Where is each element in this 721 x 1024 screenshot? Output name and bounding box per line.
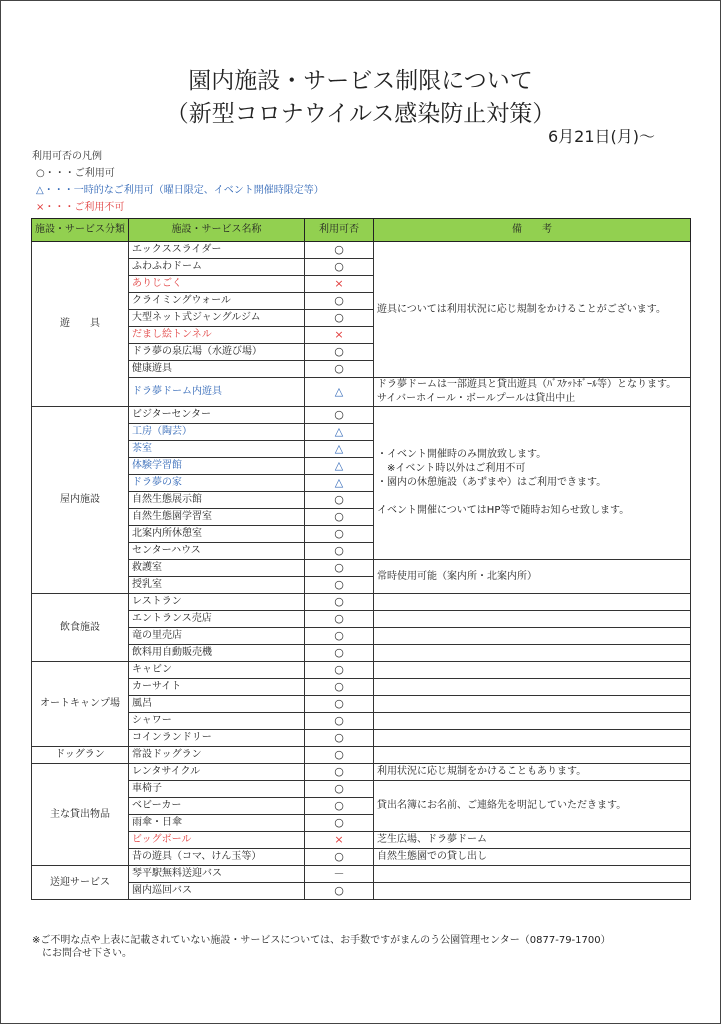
availability-cell: ○ [305,781,374,798]
availability-cell: ○ [305,679,374,696]
legend-ok: ○・・・ご利用可 [36,168,115,179]
facility-name-cell: ふわふわドーム [129,259,305,276]
table-row [32,764,691,781]
availability-cell: ○ [305,492,374,509]
facility-name-cell: 北案内所休憩室 [129,526,305,543]
facility-name-cell: エックススライダー [129,242,305,259]
table-row [32,883,691,900]
category-cell: 遊 具 [32,242,129,407]
facility-name-cell: 救護室 [129,560,305,577]
availability-cell: ○ [305,543,374,560]
availability-cell: ○ [305,310,374,327]
facility-name-cell: ドラ夢ドーム内遊具 [129,378,305,407]
availability-cell: × [305,832,374,849]
availability-cell: ○ [305,526,374,543]
facility-name-cell: シャワー [129,713,305,730]
facility-name-cell: 茶室 [129,441,305,458]
facility-name-cell: 昔の遊具（コマ、けん玉等） [129,849,305,866]
facility-name-cell: クライミングウォール [129,293,305,310]
availability-cell: ○ [305,815,374,832]
table-row [32,628,691,645]
facility-name-cell: 風呂 [129,696,305,713]
facility-name-cell: レンタサイクル [129,764,305,781]
table-row [32,832,691,849]
note-cell: 利用状況に応じ規制をかけることもあります。 [374,764,691,781]
table-row [32,781,691,798]
facility-name-cell: ドラ夢の家 [129,475,305,492]
availability-cell: ○ [305,560,374,577]
availability-cell: ○ [305,849,374,866]
table-row [32,611,691,628]
table-row [32,594,691,611]
facility-name-cell: エントランス売店 [129,611,305,628]
availability-cell: ○ [305,344,374,361]
table-row [32,242,691,259]
availability-cell: ○ [305,883,374,900]
note-cell-empty [374,866,691,883]
facility-name-cell: ビジターセンター [129,407,305,424]
note-cell-empty [374,713,691,730]
availability-cell: ○ [305,259,374,276]
table-row [32,849,691,866]
availability-cell: ○ [305,628,374,645]
facility-name-cell: 体験学習館 [129,458,305,475]
facility-name-cell: ドラ夢の泉広場（水遊び場） [129,344,305,361]
note-cell: 遊具については利用状況に応じ規制をかけることがございます。 [374,242,691,378]
facility-name-cell: 工房（陶芸） [129,424,305,441]
header-category: 施設・サービス分類 [32,219,129,242]
category-cell: 主な貸出物品 [32,764,129,866]
note-cell-empty [374,662,691,679]
availability-cell: ○ [305,696,374,713]
availability-cell: ○ [305,662,374,679]
availability-cell: △ [305,475,374,492]
availability-cell: － [305,866,374,883]
facility-name-cell: 車椅子 [129,781,305,798]
availability-cell: ○ [305,509,374,526]
facility-name-cell: ベビーカー [129,798,305,815]
note-cell: ドラ夢ドームは一部遊具と貸出遊具（ﾊﾞｽｹｯﾄﾎﾞｰﾙ等）となります。 サイバーホイール・ボールプールは貸出中止 [374,378,691,407]
availability-cell: ○ [305,594,374,611]
note-cell: 貸出名簿にお名前、ご連絡先を明記していただきます。 [374,781,691,832]
facility-name-cell: だまし絵トンネル [129,327,305,344]
availability-cell: ○ [305,577,374,594]
page-title: 園内施設・サービス制限について [188,68,533,94]
footnote: ※ご不明な点や上表に記載されていない施設・サービスについては、お手数ですがまんのう公園管理センター（0877-79-1700） にお問合せ下さい。 [32,935,611,959]
table-row [32,560,691,577]
note-cell-empty [374,611,691,628]
legend-heading: 利用可否の凡例 [32,151,102,162]
table-row [32,378,691,407]
availability-cell: ○ [305,407,374,424]
facility-name-cell: 飲料用自動販売機 [129,645,305,662]
header-availability: 利用可否 [305,219,374,242]
availability-cell: △ [305,458,374,475]
availability-cell: ○ [305,242,374,259]
note-cell: ・イベント開催時のみ開放致します。 ※イベント時以外はご利用不可 ・園内の休憩施設（あずまや）はご利用できます。 イベント開催についてはHP等で随時お知らせ致します。 [374,407,691,560]
note-cell: 芝生広場、ドラ夢ドーム [374,832,691,849]
note-cell: 自然生態園での貸し出し [374,849,691,866]
note-cell-empty [374,747,691,764]
table-row [32,747,691,764]
legend-partial: △・・・一時的なご利用可（曜日限定、イベント開催時限定等） [36,185,324,196]
facility-name-cell: ビッグボール [129,832,305,849]
note-cell-empty [374,730,691,747]
header-notes: 備 考 [374,219,691,242]
category-cell: ドッグラン [32,747,129,764]
facility-name-cell: 竜の里売店 [129,628,305,645]
note-cell-empty [374,594,691,611]
facility-name-cell: 常設ドッグラン [129,747,305,764]
availability-cell: ○ [305,361,374,378]
facility-name-cell: 大型ネット式ジャングルジム [129,310,305,327]
table-row [32,662,691,679]
availability-cell: △ [305,441,374,458]
facility-name-cell: 自然生態展示館 [129,492,305,509]
availability-cell: ○ [305,798,374,815]
note-cell-empty [374,696,691,713]
category-cell: 送迎サービス [32,866,129,900]
availability-cell: ○ [305,747,374,764]
availability-cell: ○ [305,611,374,628]
category-cell: 屋内施設 [32,407,129,594]
facility-name-cell: カーサイト [129,679,305,696]
availability-cell: ○ [305,645,374,662]
facility-name-cell: 健康遊具 [129,361,305,378]
legend-ng: ×・・・ご利用不可 [36,202,125,213]
table-row [32,407,691,424]
availability-cell: ○ [305,293,374,310]
table-row [32,645,691,662]
note-cell: 常時使用可能（案内所・北案内所） [374,560,691,594]
availability-cell: ○ [305,713,374,730]
facility-name-cell: 自然生態園学習室 [129,509,305,526]
facility-table [31,218,691,900]
effective-date: 6月21日(月)～ [548,127,656,146]
category-cell: オートキャンプ場 [32,662,129,747]
facility-name-cell: センターハウス [129,543,305,560]
table-row [32,696,691,713]
note-cell-empty [374,628,691,645]
facility-name-cell: 琴平駅無料送迎バス [129,866,305,883]
facility-name-cell: 雨傘・日傘 [129,815,305,832]
facility-name-cell: コインランドリー [129,730,305,747]
availability-cell: ○ [305,730,374,747]
table-row [32,679,691,696]
note-cell-empty [374,645,691,662]
note-cell-empty [374,883,691,900]
table-header-row [32,219,691,242]
availability-cell: × [305,276,374,293]
facility-name-cell: レストラン [129,594,305,611]
availability-cell: ○ [305,764,374,781]
availability-cell: △ [305,378,374,407]
legend [32,148,324,216]
facility-name-cell: 授乳室 [129,577,305,594]
availability-cell: × [305,327,374,344]
table-row [32,713,691,730]
facility-name-cell: 園内巡回バス [129,883,305,900]
availability-cell: △ [305,424,374,441]
page-subtitle: （新型コロナウイルス感染防止対策） [165,101,556,127]
facility-name-cell: キャビン [129,662,305,679]
note-cell-empty [374,679,691,696]
facility-name-cell: ありじごく [129,276,305,293]
header-name: 施設・サービス名称 [129,219,305,242]
table-row [32,866,691,883]
table-row [32,730,691,747]
category-cell: 飲食施設 [32,594,129,662]
